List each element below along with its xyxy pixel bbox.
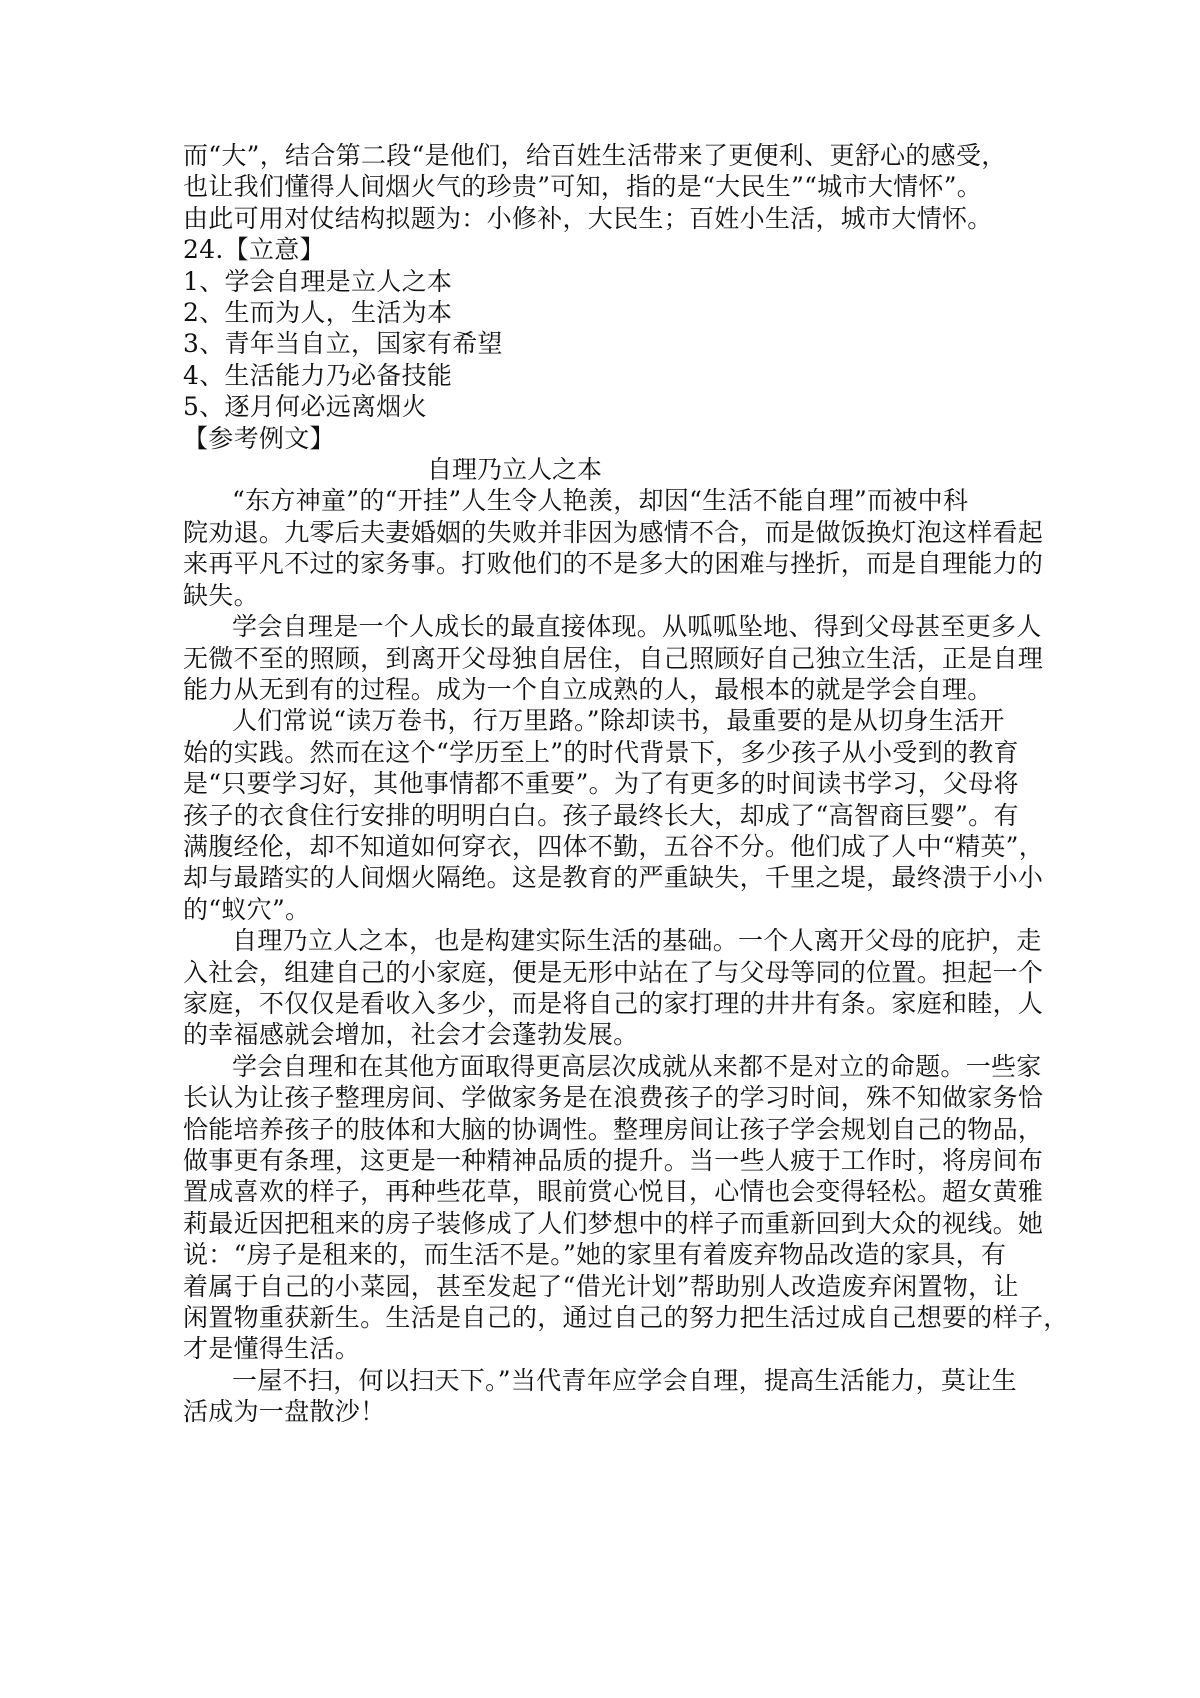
intro-line: 由此可用对仗结构拟题为：小修补，大民生；百姓小生活，城市大情怀。 (183, 203, 993, 233)
paragraph-line: 满腹经伦，却不知道如何穿衣，四体不勤，五谷不分。他们成了人中“精英”， (183, 831, 1045, 861)
essay-paragraph (183, 925, 1044, 1051)
paragraph-line: 人们常说“读万卷书，行万里路。”除却读书，最重要的是从切身生活开 (232, 706, 1005, 736)
essay-paragraph (183, 1365, 1033, 1428)
paragraph-line: 孩子的衣食住行安排的明明白白。孩子最终长大，却成了“高智商巨婴”。有 (183, 800, 1019, 830)
essay-paragraph (183, 705, 1045, 925)
paragraph-line: 学会自理是一个人成长的最直接体现。从呱呱坠地、得到父母甚至更多人 (232, 612, 1042, 642)
paragraph-line: 来再平凡不过的家务事。打败他们的不是多大的困难与挫折，而是自理能力的 (183, 549, 1044, 579)
paragraph-line: 做事更有条理，这更是一种精神品质的提升。当一些人疲于工作时，将房间布 (183, 1146, 1044, 1175)
paragraph-line: 恰能培养孩子的肢体和大脑的协调性。整理房间让孩子学会规划自己的物品， (183, 1114, 1044, 1144)
paragraph-line: 能力从无到有的过程。成为一个自立成熟的人，最根本的就是学会自理。 (183, 674, 993, 704)
paragraph-line: 却与最踏实的人间烟火隔绝。这是教育的严重缺失，千里之堤，最终溃于小小 (183, 863, 1044, 893)
paragraph-line: 入社会，组建自己的小家庭，便是无形中站在了与父母等同的位置。担起一个 (183, 957, 1044, 987)
paragraph-line: 家庭，不仅仅是看收入多少，而是将自己的家打理的井井有条。家庭和睦，人 (183, 988, 1044, 1018)
paragraph-line: 置成喜欢的样子，再种些花草，眼前赏心悦目，心情也会变得轻松。超女黄雅 (183, 1177, 1044, 1207)
paragraph-line: 无微不至的照顾，到离开父母独自居住，自己照顾好自己独立生活，正是自理 (183, 643, 1044, 673)
paragraph-line: 缺失。 (183, 580, 259, 610)
theme-item: 5、逐月何必远离烟火 (183, 392, 427, 422)
paragraph-line: 莉最近因把租来的房子装修成了人们梦想中的样子而重新回到大众的视线。她 (183, 1208, 1044, 1238)
paragraph-line: 是“只要学习好，其他事情都不重要”。为了有更多的时间读书学习，父母将 (183, 769, 1019, 799)
paragraph-line: 长认为让孩子整理房间、学做家务是在浪费孩子的学习时间，殊不知做家务恰 (183, 1083, 1044, 1113)
theme-item: 2、生而为人，生活为本 (183, 298, 453, 328)
paragraph-line: 闲置物重获新生。生活是自己的，通过自己的努力把生活过成自己想要的样子， (183, 1303, 1069, 1333)
paragraph-line: 院劝退。九零后夫妻婚姻的失败并非因为感情不合，而是做饭换灯泡这样看起 (183, 517, 1044, 547)
paragraph-line: 始的实践。然而在这个“学历至上”的时代背景下，多少孩子从小受到的教育 (183, 737, 1019, 767)
paragraph-line: 着属于自己的小菜园，甚至发起了“借光计划”帮助别人改造废弃闲置物，让 (183, 1271, 1019, 1301)
intro-line: 也让我们懂得人间烟火气的珍贵”可知，指的是“大民生”“城市大情怀”。 (183, 172, 983, 202)
paragraph-line: 学会自理和在其他方面取得更高层次成就从来都不是对立的命题。一些家 (232, 1051, 1042, 1081)
theme-item: 4、生活能力乃必备技能 (183, 360, 453, 390)
intro-line: 而“大”，结合第二段“是他们，给百姓生活带来了更便利、更舒心的感受， (183, 141, 1007, 170)
paragraph-line: 的幸福感就会增加，社会才会蓬勃发展。 (183, 1020, 639, 1050)
theme-list (183, 266, 1033, 423)
paragraph-line: 自理乃立人之本，也是构建实际生活的基础。一个人离开父母的庇护，走 (232, 926, 1042, 956)
paragraph-line: 一屋不扫，何以扫天下。”当代青年应学会自理，提高生活能力，莫让生 (232, 1365, 1017, 1395)
paragraph-line: 说：“房子是租来的，而生活不是。”她的家里有着废弃物品改造的家具，有 (183, 1240, 1007, 1270)
paragraph-line: 的“蚁穴”。 (183, 894, 311, 924)
document-page (183, 140, 1069, 1428)
theme-item: 1、学会自理是立人之本 (183, 266, 453, 296)
essay-title: 自理乃立人之本 (427, 455, 603, 485)
paragraph-line: 才是懂得生活。 (183, 1334, 361, 1364)
paragraph-line: “东方神童”的“开挂”人生令人艳羡，却因“生活不能自理”而被中科 (232, 486, 969, 516)
sample-essay-heading: 【参考例文】 (183, 423, 335, 453)
section-heading: 24.【立意】 (183, 235, 325, 265)
intro-block (183, 140, 1033, 234)
paragraph-line: 活成为一盘散沙！ (183, 1397, 386, 1427)
essay-paragraph (183, 1051, 1069, 1365)
theme-item: 3、青年当自立，国家有希望 (183, 329, 503, 359)
essay-paragraph (183, 611, 1044, 705)
essay-paragraph (183, 485, 1044, 611)
